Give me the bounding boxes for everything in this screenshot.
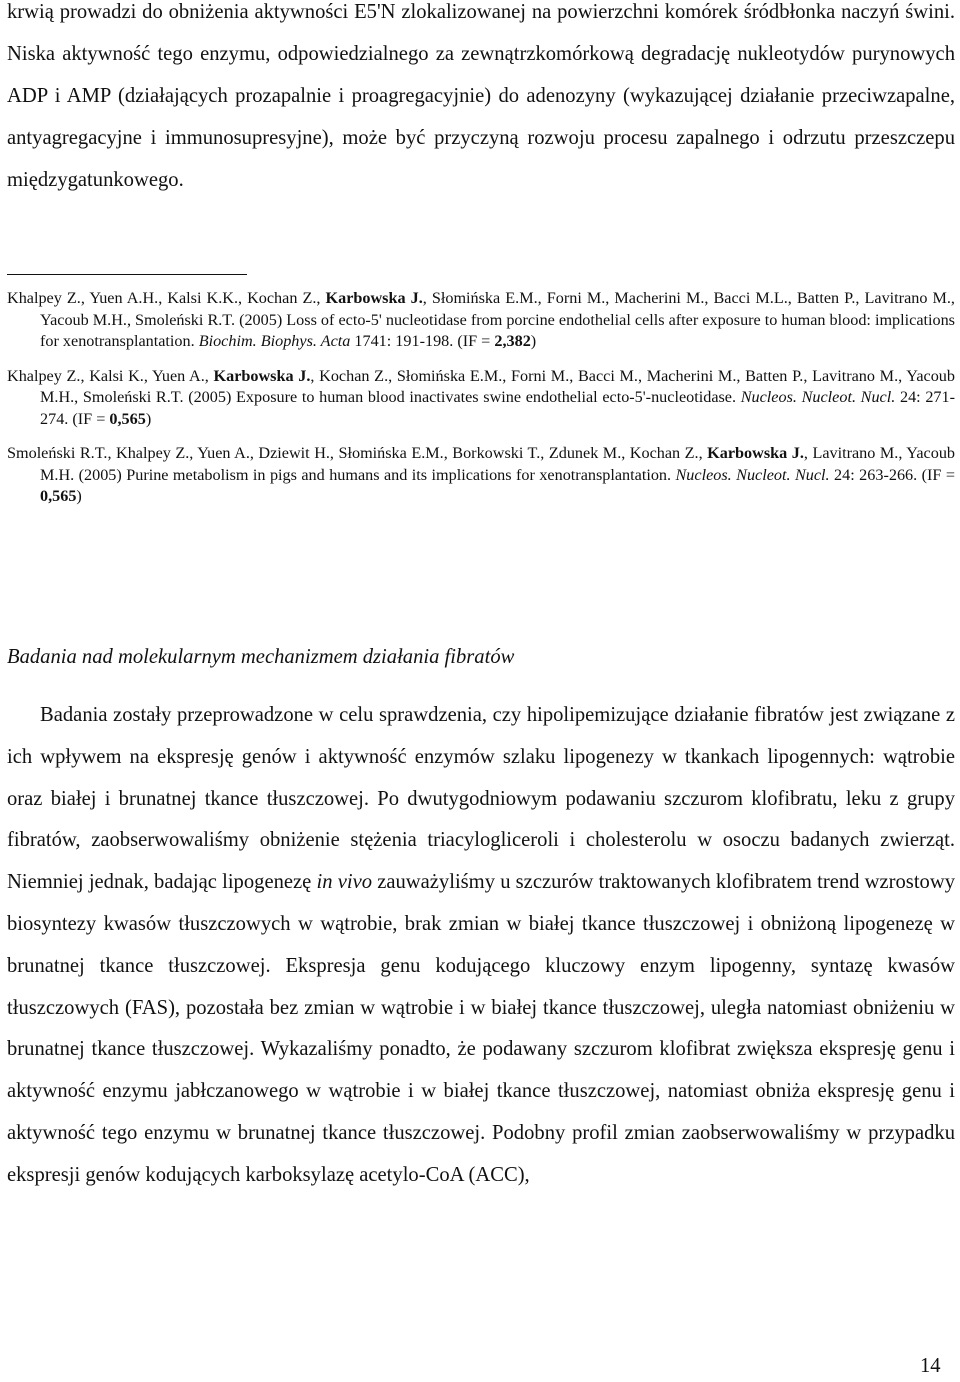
impact-factor: 2,382 bbox=[494, 332, 531, 350]
journal-name: Biochim. Biophys. Acta bbox=[198, 332, 351, 350]
intro-paragraph: krwią prowadzi do obniżenia aktywności E5'N zlokalizowanej na powierzchni komórek śródbłonka naczyń świni. Niska aktywność tego enzymu, odpowiedzialnego za zewnątrzkomórkową degradację nukleotydów purynowych ADP i AMP (działających prozapalnie i proagregacyjnie) do adenozyny (wykazującej działanie przeciwzapalne, antyagregacyjne i immunosupresyjne), może być przyczyną rozwoju procesu zapalnego i odrzutu przeszczepu międzygatunkowego. bbox=[7, 1, 955, 191]
impact-factor: 0,565 bbox=[40, 487, 77, 505]
highlighted-author: Karbowska J. bbox=[707, 444, 804, 462]
impact-factor: 0,565 bbox=[109, 409, 146, 428]
highlighted-author: Karbowska J. bbox=[325, 289, 423, 307]
reference-item: Smoleński R.T., Khalpey Z., Yuen A., Dziewit H., Słomińska E.M., Borkowski T., Zdunek M., Kochan Z., Karbowska J., Lavitrano M., Yacoub M.H. (2005) Purine metabolism in pigs and humans and its implications for xenotransplantation. Nucleos. Nucleot. Nucl. 24: 263-266. (IF = 0,565) bbox=[7, 444, 956, 505]
italic-term: in vivo bbox=[316, 871, 373, 894]
highlighted-author: Karbowska J. bbox=[213, 366, 311, 385]
reference-item: Khalpey Z., Kalsi K., Yuen A., Karbowska J., Kochan Z., Słomińska E.M., Forni M., Bacci M., Macherini M., Batten P., Lavitrano M., Yacoub M.H., Smoleński R.T. (2005) Exposure to human blood inactivates swine endothelial ecto-5'-nucleotidase. Nucleos. Nucleot. Nucl. 24: 271-274. (IF = 0,565) bbox=[7, 366, 956, 428]
page-number: 14 bbox=[920, 1355, 941, 1377]
footnote-divider bbox=[7, 274, 247, 275]
references-list bbox=[7, 288, 955, 521]
journal-name: Nucleos. Nucleot. Nucl. bbox=[740, 388, 896, 406]
journal-name: Nucleos. Nucleot. Nucl. bbox=[675, 465, 830, 484]
reference-item: Khalpey Z., Yuen A.H., Kalsi K.K., Kochan Z., Karbowska J., Słomińska E.M., Forni M., Macherini M., Bacci M.L., Batten P., Lavitrano M., Yacoub M.H., Smoleński R.T. (2005) Loss of ecto-5' nucleotidase from porcine endothelial cells after exposure to human blood: implications for xenotransplantation. Biochim. Biophys. Acta 1741: 191-198. (IF = 2,382) bbox=[7, 289, 955, 350]
section-heading: Badania nad molekularnym mechanizmem działania fibratów bbox=[7, 646, 515, 668]
section-body-paragraph: Badania zostały przeprowadzone w celu sprawdzenia, czy hipolipemizujące działanie fibratów jest związane z ich wpływem na ekspresję genów i aktywność enzymów szlaku lipogenezy w tkankach lipogennych: wątrobie oraz białej i brunatnej tkance tłuszczowej. Po dwutygodniowym podawaniu szczurom klofibratu, leku z grupy fibratów, zaobserwowaliśmy obniżenie stężenia triacylogliceroli i cholesterolu w osoczu badanych zwierząt. Niemniej jednak, badając lipogenezę in vivo zauważyliśmy u szczurów traktowanych klofibratem trend wzrostowy biosyntezy kwasów tłuszczowych w wątrobie, brak zmian w białej tkance tłuszczowej i obniżoną lipogenezę w brunatnej tkance tłuszczowej. Ekspresja genu kodującego kluczowy enzym lipogenny, syntazę kwasów tłuszczowych (FAS), pozostała bez zmian w wątrobie i w białej tkance tłuszczowej, uległa natomiast obniżeniu w brunatnej tkance tłuszczowej. Wykazaliśmy ponadto, że podawany szczurom klofibrat zwiększa ekspresję genu i aktywność enzymu jabłczanowego w wątrobie i w białej tkance tłuszczowej, natomiast obniża ekspresję genu i aktywność tego enzymu w brunatnej tkance tłuszczowej. Podobny profil zmian zaobserwowaliśmy w przypadku ekspresji genów kodujących karboksylazę acetylo-CoA (ACC), bbox=[7, 704, 956, 1186]
